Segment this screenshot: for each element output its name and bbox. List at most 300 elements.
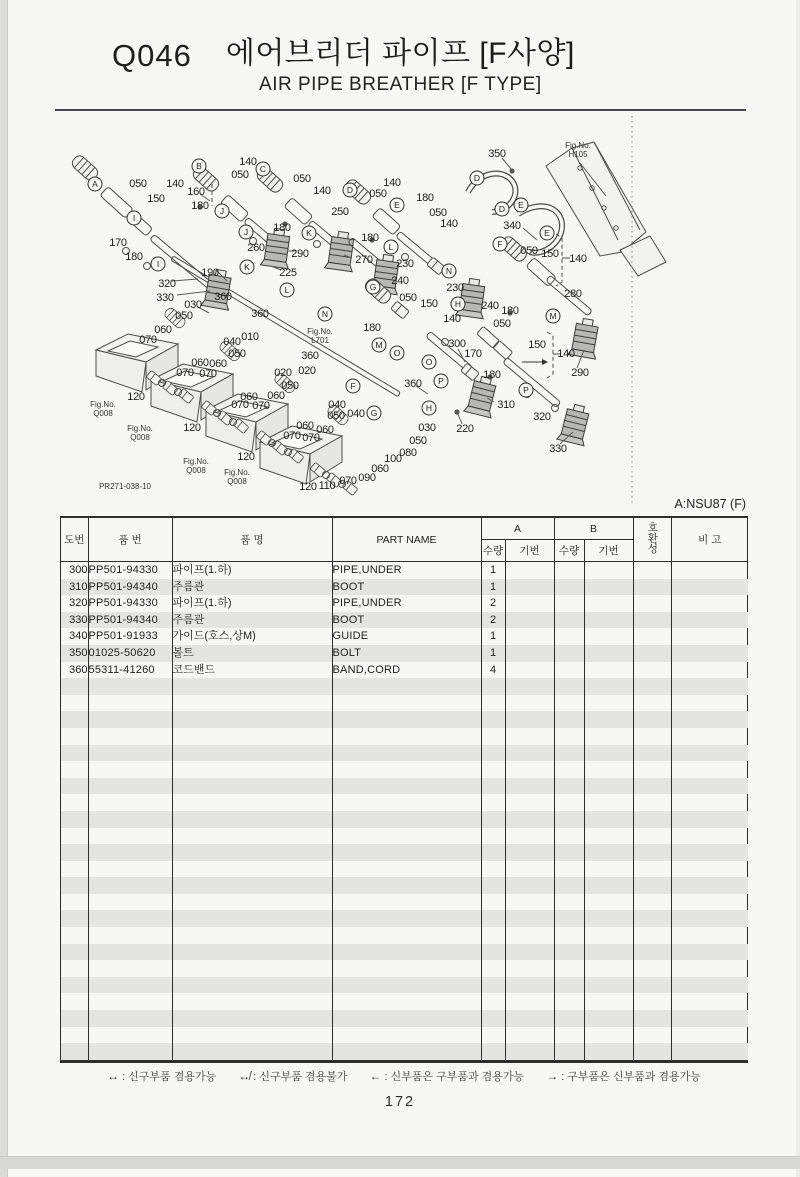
diagram-svg — [0, 0, 800, 520]
cell-serial-b — [584, 711, 633, 728]
diagram-part-label: 140 — [383, 177, 401, 189]
cell-qty-b — [554, 612, 584, 629]
diagram-part-label: 110 — [318, 480, 336, 492]
cell-part-no — [88, 761, 172, 778]
legend — [60, 1068, 748, 1084]
diagram-part-label: 010 — [241, 331, 259, 343]
cell-serial-b — [584, 678, 633, 695]
diagram-part-label: 050 — [429, 207, 447, 219]
header-group-a: A — [481, 518, 554, 540]
table-body — [61, 562, 748, 1060]
cell-compat — [633, 993, 671, 1010]
cell-serial-b — [584, 877, 633, 894]
diagram-fig-ref: Fig.No. — [565, 141, 591, 150]
diagram-part-label: 180 — [125, 251, 143, 263]
cell-qty-a — [481, 794, 505, 811]
cell-name-ko — [172, 927, 332, 944]
table-row — [61, 1010, 748, 1027]
cell-serial-a — [505, 993, 554, 1010]
diagram-part-label: 310 — [497, 399, 515, 411]
diagram-letter: K — [306, 228, 312, 238]
table-row — [61, 894, 748, 911]
diagram-part-label: 100 — [384, 453, 402, 465]
cell-no — [61, 844, 88, 861]
diagram-part-label: 050 — [369, 188, 387, 200]
right-arrow-icon: → — [546, 1069, 559, 1083]
diagram-letter: B — [196, 161, 202, 171]
diagram-part-label: 120 — [127, 391, 145, 403]
diagram-part-label: 290 — [571, 367, 589, 379]
cell-part-name — [332, 927, 481, 944]
diagram-part-label: 180 — [483, 369, 501, 381]
diagram-part-label: 170 — [464, 348, 482, 360]
cell-name-ko — [172, 993, 332, 1010]
cell-remarks — [671, 794, 748, 811]
cell-qty-b — [554, 944, 584, 961]
cell-qty-b — [554, 844, 584, 861]
diagram-letter: P — [438, 376, 444, 386]
diagram-letter: N — [321, 309, 329, 319]
cell-serial-b — [584, 927, 633, 944]
cell-qty-b — [554, 1027, 584, 1044]
cell-serial-b — [584, 794, 633, 811]
cell-part-name — [332, 728, 481, 745]
diagram-fig-ref: Q008 — [186, 466, 206, 475]
diagram-fig-ref: Fig.No. — [224, 468, 250, 477]
cell-remarks — [671, 877, 748, 894]
cell-serial-b — [584, 993, 633, 1010]
cell-name-ko — [172, 844, 332, 861]
legend-text: : 신구부품 겸용가능 — [122, 1071, 217, 1083]
cell-name-ko — [172, 1027, 332, 1044]
legend-text: : 구부품은 신부품과 겸용가능 — [561, 1071, 701, 1083]
cell-qty-b — [554, 645, 584, 662]
diagram-part-label: 060 — [154, 324, 172, 336]
cell-no — [61, 778, 88, 795]
diagram-part-label: 060 — [267, 390, 285, 402]
cell-part-name — [332, 910, 481, 927]
cell-serial-b — [584, 645, 633, 662]
cell-part-no — [88, 711, 172, 728]
table-row — [61, 711, 748, 728]
cell-part-name: BOOT — [332, 579, 481, 596]
cell-serial-a — [505, 877, 554, 894]
diagram-letter: P — [523, 385, 529, 395]
cell-part-no — [88, 695, 172, 712]
cell-qty-b — [554, 794, 584, 811]
diagram-part-label: 020 — [298, 365, 316, 377]
cell-name-ko — [172, 778, 332, 795]
diagram-fig-ref: PR271-038-10 — [98, 482, 152, 491]
diagram-letter: D — [498, 204, 506, 214]
diagram-part-label: 050 — [129, 178, 147, 190]
diagram-part-label: 140 — [569, 253, 587, 265]
diagram-part-label: 050 — [175, 310, 193, 322]
cell-name-ko: 파이프(1.하) — [172, 562, 332, 579]
cell-remarks — [671, 977, 748, 994]
page-number: 172 — [384, 1094, 416, 1110]
model-note: A:NSU87 (F) — [674, 497, 746, 511]
diagram-part-label: 180 — [501, 305, 519, 317]
cell-compat — [633, 794, 671, 811]
cell-part-no — [88, 828, 172, 845]
cell-serial-b — [584, 977, 633, 994]
diagram-part-label: 330 — [156, 292, 174, 304]
cell-part-name: BOLT — [332, 645, 481, 662]
header-qty-b: 수량 — [554, 540, 584, 562]
table-row — [61, 844, 748, 861]
cell-no — [61, 745, 88, 762]
cell-qty-b — [554, 728, 584, 745]
table-row — [61, 662, 748, 679]
cell-serial-a — [505, 1043, 554, 1060]
diagram-part-label: 120 — [299, 481, 317, 493]
diagram-part-label: 140 — [557, 348, 575, 360]
diagram-fig-ref: L701 — [311, 336, 329, 345]
cell-part-name: PIPE,UNDER — [332, 562, 481, 579]
cell-part-name — [332, 894, 481, 911]
cell-part-no: PP501-94330 — [88, 562, 172, 579]
diagram-part-label: 290 — [291, 248, 309, 260]
cell-qty-b — [554, 1043, 584, 1060]
cell-qty-b — [554, 861, 584, 878]
cell-part-no: 55311-41260 — [88, 662, 172, 679]
cell-qty-b — [554, 579, 584, 596]
cell-qty-a — [481, 977, 505, 994]
cell-part-name — [332, 861, 481, 878]
cell-compat — [633, 678, 671, 695]
cell-name-ko: 주름관 — [172, 612, 332, 629]
diagram-part-label: 250 — [331, 206, 349, 218]
cell-no: 360 — [61, 662, 88, 679]
cell-qty-a: 2 — [481, 612, 505, 629]
cell-remarks — [671, 910, 748, 927]
cell-remarks — [671, 695, 748, 712]
diagram-part-label: 050 — [327, 410, 345, 422]
cell-part-name — [332, 678, 481, 695]
cell-qty-b — [554, 662, 584, 679]
cell-name-ko — [172, 678, 332, 695]
diagram-letter: M — [375, 340, 383, 350]
cell-compat — [633, 695, 671, 712]
table-row — [61, 745, 748, 762]
diagram-part-label: 360 — [301, 350, 319, 362]
diagram-part-label: 070 — [252, 400, 270, 412]
cell-no — [61, 761, 88, 778]
table-row — [61, 1027, 748, 1044]
diagram-part-label: 070 — [283, 430, 301, 442]
cell-name-ko — [172, 1043, 332, 1060]
cell-compat — [633, 910, 671, 927]
diagram-letter: N — [445, 266, 453, 276]
left-arrow-icon: ← — [369, 1069, 382, 1083]
cell-part-no — [88, 993, 172, 1010]
cell-qty-a: 1 — [481, 628, 505, 645]
cell-qty-a — [481, 828, 505, 845]
diagram-part-label: 080 — [399, 447, 417, 459]
diagram-part-label: 270 — [355, 254, 373, 266]
cell-serial-a — [505, 910, 554, 927]
diagram-part-label: 050 — [399, 292, 417, 304]
cell-no: 310 — [61, 579, 88, 596]
diagram-letter: E — [394, 200, 400, 210]
cell-qty-b — [554, 595, 584, 612]
figure-code: Q046 — [112, 38, 192, 73]
cell-remarks — [671, 960, 748, 977]
cell-serial-b — [584, 579, 633, 596]
diagram-part-label: 150 — [147, 193, 165, 205]
cell-name-ko — [172, 728, 332, 745]
cell-serial-b — [584, 728, 633, 745]
cell-compat — [633, 761, 671, 778]
diagram-fig-ref: Fig.No. — [183, 457, 209, 466]
cell-qty-a — [481, 927, 505, 944]
diagram-letter: J — [219, 206, 225, 216]
diagram-part-label: 060 — [191, 357, 209, 369]
cell-qty-a — [481, 1027, 505, 1044]
cell-name-ko: 주름관 — [172, 579, 332, 596]
cell-qty-b — [554, 828, 584, 845]
cell-no — [61, 894, 88, 911]
cell-qty-b — [554, 695, 584, 712]
cell-no — [61, 1043, 88, 1060]
diagram-letter: L — [284, 285, 290, 295]
cell-serial-b — [584, 628, 633, 645]
cell-part-name — [332, 828, 481, 845]
cell-part-name — [332, 1043, 481, 1060]
cell-serial-a — [505, 662, 554, 679]
cell-part-name: GUIDE — [332, 628, 481, 645]
cell-part-no — [88, 728, 172, 745]
cell-part-no — [88, 1043, 172, 1060]
cell-name-ko — [172, 944, 332, 961]
diagram-letter: L — [388, 242, 394, 252]
cell-serial-a — [505, 960, 554, 977]
cell-serial-a — [505, 977, 554, 994]
scan-edge-bottom — [0, 1156, 800, 1169]
table-row — [61, 728, 748, 745]
diagram-part-label: 360 — [404, 378, 422, 390]
cell-serial-a — [505, 612, 554, 629]
cell-qty-a — [481, 993, 505, 1010]
cell-part-no: 01025-50620 — [88, 645, 172, 662]
crossed-arrow-icon: ↮ — [238, 1069, 251, 1083]
diagram-letter: H — [425, 403, 433, 413]
cell-part-name — [332, 1010, 481, 1027]
cell-compat — [633, 894, 671, 911]
table-row — [61, 828, 748, 845]
diagram-part-label: 240 — [391, 275, 409, 287]
diagram-letter: A — [92, 179, 98, 189]
header-remarks: 비 고 — [671, 518, 748, 562]
cell-qty-b — [554, 894, 584, 911]
diagram-part-label: 070 — [302, 432, 320, 444]
cell-name-ko — [172, 811, 332, 828]
diagram-part-label: 180 — [363, 322, 381, 334]
cell-part-no: PP501-91933 — [88, 628, 172, 645]
cell-serial-b — [584, 778, 633, 795]
header-serial-b: 기번 — [584, 540, 633, 562]
cell-remarks — [671, 1010, 748, 1027]
cell-serial-a — [505, 1010, 554, 1027]
cell-serial-b — [584, 844, 633, 861]
diagram-part-label: 070 — [231, 399, 249, 411]
cell-serial-b — [584, 595, 633, 612]
diagram-part-label: 180 — [361, 232, 379, 244]
diagram-part-label: 140 — [239, 156, 257, 168]
table-row — [61, 562, 748, 579]
diagram-part-label: 030 — [418, 422, 436, 434]
cell-compat — [633, 612, 671, 629]
diagram-part-label: 060 — [296, 420, 314, 432]
cell-part-name — [332, 877, 481, 894]
diagram-part-label: 050 — [231, 169, 249, 181]
cell-no — [61, 728, 88, 745]
cell-qty-a — [481, 877, 505, 894]
cell-serial-b — [584, 861, 633, 878]
diagram-fig-ref: Q008 — [93, 409, 113, 418]
cell-serial-b — [584, 745, 633, 762]
cell-part-name — [332, 993, 481, 1010]
cell-part-name — [332, 761, 481, 778]
cell-qty-b — [554, 711, 584, 728]
cell-serial-a — [505, 778, 554, 795]
cell-no — [61, 828, 88, 845]
table-row — [61, 944, 748, 961]
header-compat: 호환성 — [633, 518, 671, 562]
cell-serial-b — [584, 1043, 633, 1060]
diagram-part-label: 330 — [549, 443, 567, 455]
diagram-part-label: 090 — [358, 472, 376, 484]
diagram-part-label: 160 — [187, 186, 205, 198]
cell-serial-a — [505, 944, 554, 961]
cell-no — [61, 910, 88, 927]
diagram-linework — [70, 116, 666, 506]
header-col-no: 도번 — [61, 518, 88, 562]
cell-no — [61, 944, 88, 961]
cell-compat — [633, 844, 671, 861]
cell-compat — [633, 877, 671, 894]
cell-part-no — [88, 778, 172, 795]
cell-qty-a — [481, 678, 505, 695]
cell-no: 320 — [61, 595, 88, 612]
diagram-letter: J — [243, 227, 249, 237]
diagram-part-label: 140 — [440, 218, 458, 230]
cell-qty-a: 1 — [481, 645, 505, 662]
diagram-part-label: 360 — [251, 308, 269, 320]
cell-compat — [633, 1027, 671, 1044]
cell-qty-b — [554, 927, 584, 944]
cell-part-no — [88, 977, 172, 994]
diagram-letter: G — [370, 408, 378, 418]
cell-serial-b — [584, 944, 633, 961]
cell-compat — [633, 645, 671, 662]
cell-no — [61, 877, 88, 894]
cell-qty-a — [481, 910, 505, 927]
cell-serial-a — [505, 844, 554, 861]
diagram-part-label: 060 — [371, 463, 389, 475]
diagram-part-label: 050 — [493, 318, 511, 330]
cell-compat — [633, 778, 671, 795]
diagram-part-label: 260 — [247, 242, 265, 254]
cell-part-no — [88, 861, 172, 878]
cell-part-name: PIPE,UNDER — [332, 595, 481, 612]
diagram-letter: O — [425, 357, 433, 367]
table-row — [61, 678, 748, 695]
diagram-letter: D — [346, 185, 354, 195]
cell-name-ko — [172, 910, 332, 927]
cell-part-name — [332, 977, 481, 994]
diagram-part-label: 150 — [528, 339, 546, 351]
cell-compat — [633, 662, 671, 679]
diagram-letter: E — [544, 228, 550, 238]
diagram-part-label: 060 — [316, 424, 334, 436]
cell-no — [61, 794, 88, 811]
cell-serial-b — [584, 910, 633, 927]
diagram-part-label: 140 — [443, 313, 461, 325]
diagram-part-label: 060 — [209, 358, 227, 370]
cell-serial-b — [584, 894, 633, 911]
diagram-letter: I — [132, 213, 136, 223]
cell-no: 350 — [61, 645, 88, 662]
cell-qty-b — [554, 977, 584, 994]
legend-text: : 신부품은 구부품과 겸용가능 — [384, 1071, 525, 1083]
cell-compat — [633, 1043, 671, 1060]
cell-qty-b — [554, 778, 584, 795]
legend-item — [546, 1068, 701, 1084]
cell-no — [61, 977, 88, 994]
cell-qty-a — [481, 811, 505, 828]
table-row — [61, 645, 748, 662]
cell-serial-a — [505, 728, 554, 745]
cell-name-ko — [172, 794, 332, 811]
diagram-part-label: 060 — [240, 391, 258, 403]
cell-no — [61, 993, 88, 1010]
cell-part-no — [88, 1010, 172, 1027]
diagram-part-label: 220 — [456, 423, 474, 435]
cell-name-ko — [172, 894, 332, 911]
cell-serial-a — [505, 695, 554, 712]
diagram-part-label: 340 — [503, 220, 521, 232]
cell-qty-b — [554, 877, 584, 894]
diagram-letter: F — [497, 239, 503, 249]
cell-qty-a — [481, 778, 505, 795]
cell-qty-a — [481, 761, 505, 778]
cell-serial-a — [505, 562, 554, 579]
cell-remarks — [671, 844, 748, 861]
diagram-part-label: 320 — [158, 278, 176, 290]
cell-remarks — [671, 778, 748, 795]
cell-no: 340 — [61, 628, 88, 645]
cell-remarks — [671, 993, 748, 1010]
cell-remarks — [671, 612, 748, 629]
cell-compat — [633, 595, 671, 612]
cell-no: 300 — [61, 562, 88, 579]
diagram-part-label: 070 — [176, 367, 194, 379]
cell-qty-a — [481, 745, 505, 762]
cell-qty-a — [481, 894, 505, 911]
diagram-fig-ref: Q008 — [227, 477, 247, 486]
cell-compat — [633, 861, 671, 878]
cell-qty-a: 4 — [481, 662, 505, 679]
header-name-ko: 품 명 — [172, 518, 332, 562]
table-row — [61, 579, 748, 596]
cell-part-name: BOOT — [332, 612, 481, 629]
cell-part-name — [332, 960, 481, 977]
cell-remarks — [671, 745, 748, 762]
cell-name-ko: 코드밴드 — [172, 662, 332, 679]
diagram-part-label: 180 — [416, 192, 434, 204]
